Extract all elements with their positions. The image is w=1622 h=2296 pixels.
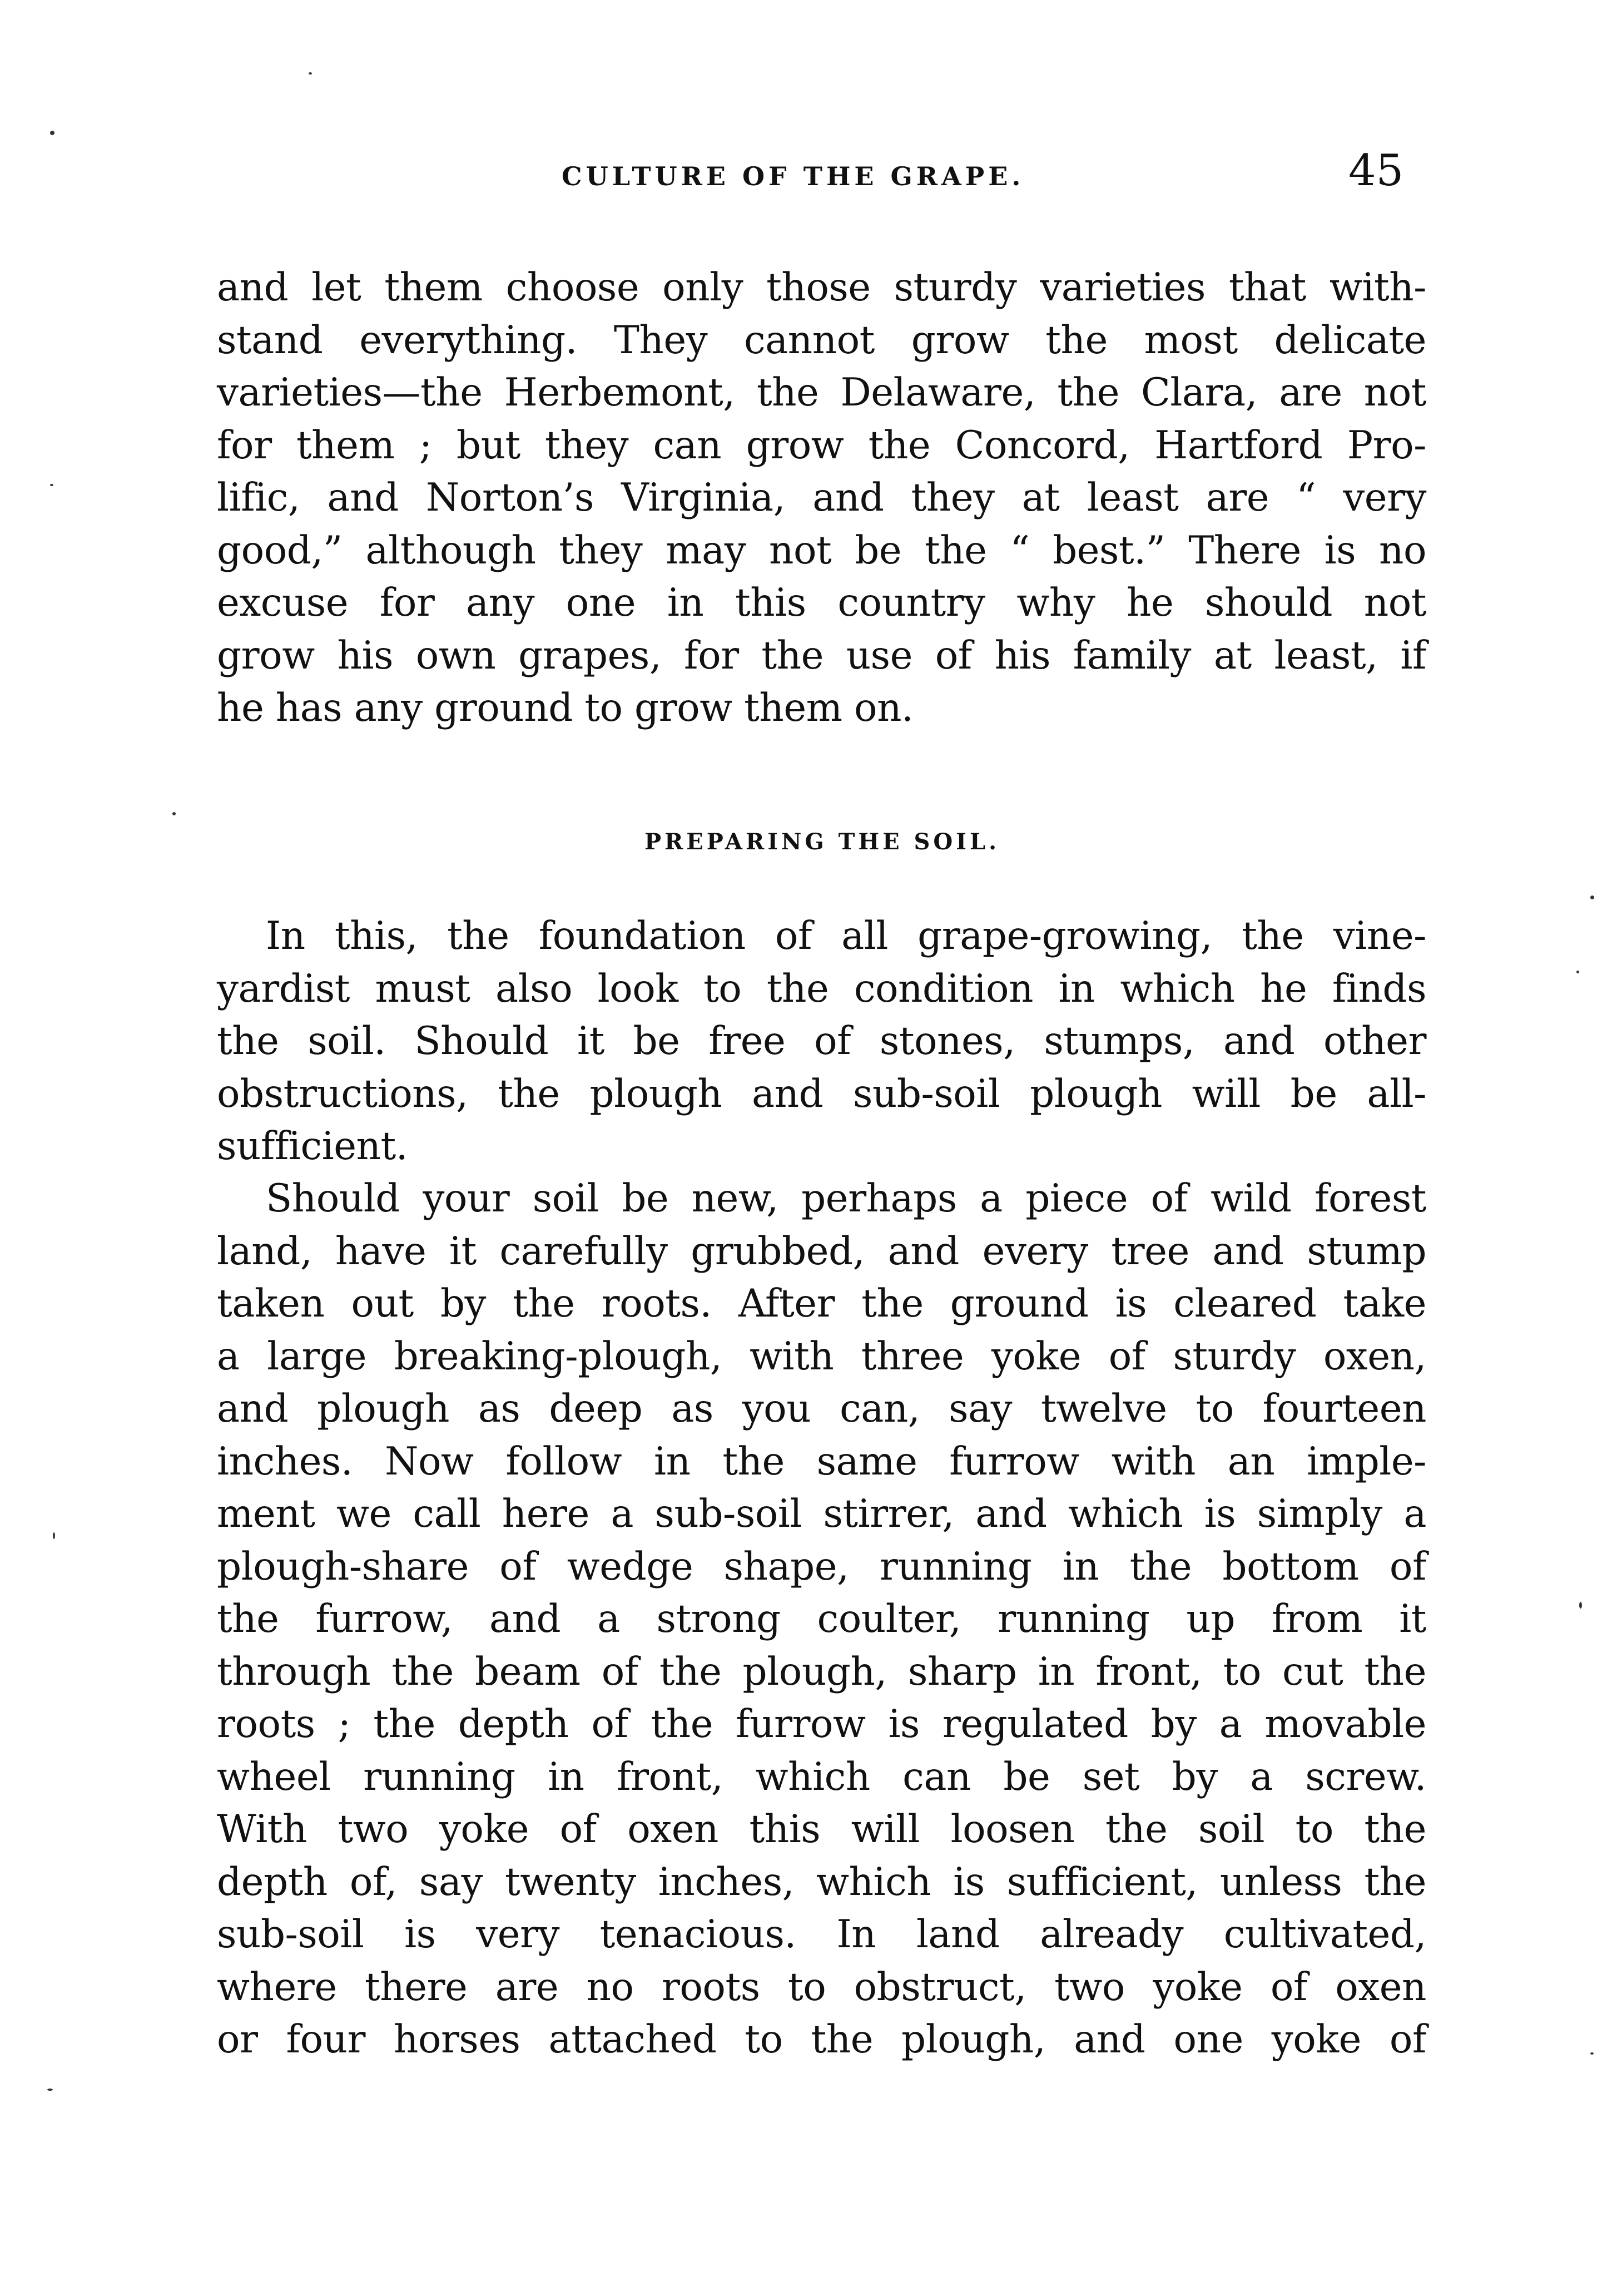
text-line: In this, the foundation of all grape-growing, the vine-: [266, 914, 1426, 958]
text-line: the furrow, and a strong coulter, running up from it: [217, 1597, 1426, 1641]
paragraph-continuation: [217, 261, 1426, 735]
text-line: through the beam of the plough, sharp in front, to cut the: [217, 1649, 1426, 1694]
text-line: ment we call here a sub-soil stirrer, and which is simply a: [217, 1492, 1426, 1536]
text-line: and plough as deep as you can, say twelve to fourteen: [217, 1387, 1426, 1431]
paragraph: [217, 910, 1426, 1173]
text-line: wheel running in front, which can be set by a screw.: [217, 1754, 1426, 1799]
text-line: excuse for any one in this country why he should not: [217, 581, 1426, 625]
scan-speck: [1590, 2052, 1594, 2055]
text-line: for them ; but they can grow the Concord, Hartford Pro-: [217, 423, 1426, 468]
running-title: CULTURE OF THE GRAPE.: [562, 161, 1025, 191]
text-line: grow his own grapes, for the use of his family at least, if: [217, 633, 1426, 678]
paragraph: [217, 1172, 1426, 2066]
text-line: depth of, say twenty inches, which is sufficient, unless the: [217, 1859, 1426, 1904]
scan-speck: [53, 1532, 55, 1539]
text-line: obstructions, the plough and sub-soil plough will be all-: [217, 1071, 1426, 1116]
scan-speck: [47, 2089, 53, 2091]
text-line: Should your soil be new, perhaps a piece of wild forest: [266, 1176, 1426, 1221]
text-line: and let them choose only those sturdy varieties that with-: [217, 265, 1426, 310]
scan-speck: [1576, 971, 1579, 973]
scan-speck: [50, 131, 54, 135]
text-line: he has any ground to grow them on.: [217, 686, 914, 730]
scan-speck: [50, 484, 53, 486]
text-line: inches. Now follow in the same furrow with an imple-: [217, 1439, 1426, 1484]
text-line: taken out by the roots. After the ground is cleared take: [217, 1281, 1426, 1326]
scan-speck: [172, 812, 176, 815]
text-line: plough-share of wedge shape, running in the bottom of: [217, 1544, 1426, 1589]
page-number: 45: [1348, 146, 1404, 196]
text-line: sufficient.: [217, 1124, 408, 1169]
text-line: roots ; the depth of the furrow is regulated by a movable: [217, 1702, 1426, 1746]
text-line: lific, and Norton’s Virginia, and they at least are “ very: [217, 476, 1426, 520]
text-line: or four horses attached to the plough, and one yoke of: [217, 2017, 1426, 2062]
scan-speck: [1590, 895, 1594, 899]
scan-speck: [309, 72, 312, 75]
text-line: stand everything. They cannot grow the most delicate: [217, 318, 1426, 363]
scan-speck: [1579, 1602, 1582, 1609]
text-line: the soil. Should it be free of stones, stumps, and other: [217, 1019, 1426, 1063]
text-line: With two yoke of oxen this will loosen the soil to the: [217, 1807, 1426, 1852]
text-line: land, have it carefully grubbed, and every tree and stump: [217, 1229, 1426, 1274]
text-line: where there are no roots to obstruct, two yoke of oxen: [217, 1965, 1426, 2010]
text-line: yardist must also look to the condition in which he finds: [217, 966, 1426, 1011]
section-heading: PREPARING THE SOIL.: [644, 829, 1000, 855]
text-line: a large breaking-plough, with three yoke of sturdy oxen,: [217, 1334, 1426, 1379]
text-line: sub-soil is very tenacious. In land already cultivated,: [217, 1912, 1426, 1957]
text-line: varieties—the Herbemont, the Delaware, the Clara, are not: [217, 370, 1426, 415]
text-line: good,” although they may not be the “ best.” There is no: [217, 528, 1426, 573]
